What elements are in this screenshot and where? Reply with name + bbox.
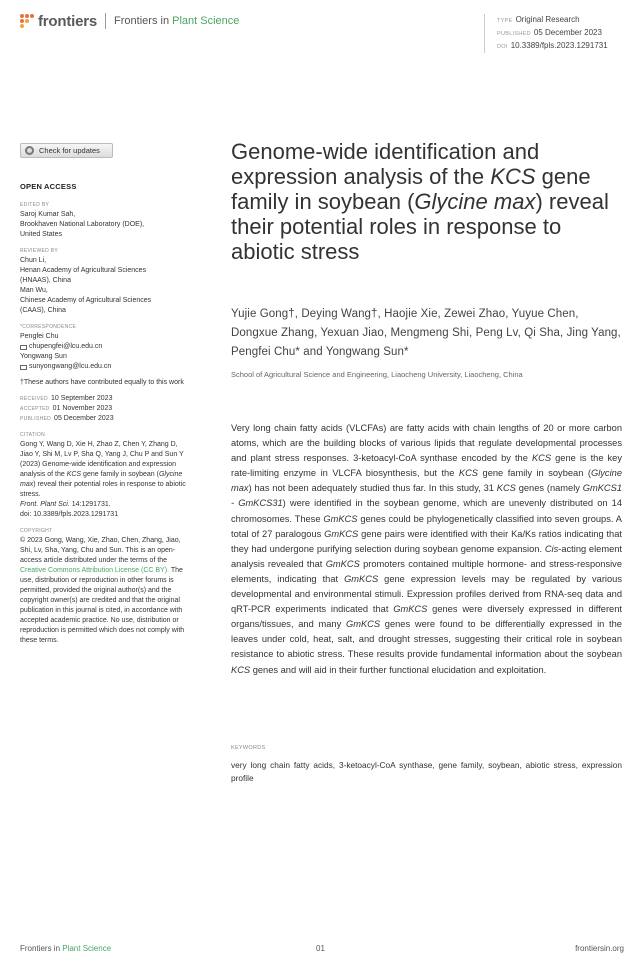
header-divider	[105, 13, 106, 29]
abstract-gene-term: GmKCS	[325, 558, 360, 569]
citation-text: gene family in soybean (	[81, 471, 159, 478]
copyright-label: COPYRIGHT	[20, 528, 53, 534]
article-title	[231, 139, 626, 264]
abstract-text: gene pairs were identified with their Ka/Ks ratios indicating that they had undergone purifying selection during soybean genome expansion.	[231, 528, 622, 554]
abstract-text: promoters contained multiple hormone- and stress-responsive elements, indicating that	[231, 558, 622, 584]
footer-journal	[20, 944, 111, 953]
abstract-gene-term: GmKCS	[323, 513, 358, 524]
abstract-text: gene family in soybean (	[478, 468, 591, 479]
email-row	[20, 362, 192, 372]
abstract-gene-term: KCS	[531, 453, 552, 464]
footer-journal-name: Plant Science	[62, 944, 112, 953]
envelope-icon	[20, 345, 27, 350]
refresh-icon	[25, 146, 34, 155]
abstract-text: genes were found to be differentially expressed in the leaves under cold, heat, salt, and drought stresses, suggesting their critical role in soybean resistance to abiotic stress. These results provide fundamental information about the soybean	[231, 619, 622, 660]
frontiers-logo-icon	[20, 14, 34, 28]
abstract-text: genes could be phylogenetically classified into seven groups. A total of 27 paralogous	[231, 513, 622, 539]
abstract-text: gene expression levels may be regulated by various developmental and environmental stimuli. Expression profiles derived from RNA-seq data and qRT-PCR experiments indicated that	[231, 573, 622, 615]
envelope-icon	[20, 365, 27, 370]
abstract-gene-term: KCS	[458, 468, 479, 479]
abstract-text: gene is the key rate-limiting enzyme in VLCFA biosynthesis, but the	[231, 453, 622, 479]
title-part: ) reveal their potential roles in response to abiotic stress	[231, 189, 609, 264]
reviewed-by-label: REVIEWED BY	[20, 248, 59, 254]
copyright-part: © 2023 Gong, Wang, Xie, Zhao, Chen, Zhang, Jiao, Shi, Lv, Sha, Yang, Chu and Sun. This is an open-access article distributed under the terms of the	[20, 537, 181, 564]
keywords: very long chain fatty acids, 3-ketoacyl-CoA synthase, gene family, soybean, abiotic stress, expression profile	[231, 760, 622, 783]
citation-species: Glycine max	[20, 471, 183, 488]
editor-line: United States	[20, 231, 63, 238]
reviewer-line: Man Wu,	[20, 287, 48, 294]
doi[interactable]: 10.3389/fpls.2023.1291731	[510, 41, 608, 50]
keywords-label: KEYWORDS	[231, 745, 266, 751]
abstract	[231, 421, 622, 678]
abstract-gene-term: KCS	[231, 664, 251, 675]
abstract-text: ) were identified in the soybean genome, which are unevenly distributed on 14 chromosomes. These	[231, 498, 622, 524]
published-date: 05 December 2023	[533, 28, 602, 37]
published-label: PUBLISHED	[497, 31, 531, 37]
license-link[interactable]: Creative Commons Attribution License (CC BY).	[20, 567, 169, 574]
journal-prefix: Frontiers in	[114, 15, 173, 27]
journal-name: Plant Science	[172, 15, 240, 27]
sidebar	[20, 182, 192, 646]
email-link[interactable]: chupengfei@lcu.edu.cn	[29, 343, 103, 350]
reviewer-line: Chinese Academy of Agricultural Sciences	[20, 297, 152, 304]
page-number: 01	[316, 944, 325, 953]
open-access: OPEN ACCESS	[20, 182, 77, 191]
author-list: Yujie Gong†, Deying Wang†, Haojie Xie, Zewei Zhao, Yuyue Chen, Dongxue Zhang, Yexuan Jiao, Mengmeng Shi, Peng Lv, Qi Sha, Jing Yang, Pengfei Chu* and Yongwang Sun*	[231, 308, 621, 358]
reviewer-line: Chun Li,	[20, 257, 47, 264]
editor-line: Brookhaven National Laboratory (DOE),	[20, 221, 145, 228]
received-label: RECEIVED	[20, 396, 48, 402]
reviewer-line: (HNAAS), China	[20, 277, 71, 284]
citation	[20, 440, 192, 500]
affiliation: School of Agricultural Science and Engineering, Liaocheng University, Liaocheng, China	[231, 370, 523, 379]
journal-title	[114, 15, 239, 27]
abstract-gene-term: GmKCS1 - GmKCS31	[231, 483, 622, 509]
reviewer-line: Henan Academy of Agricultural Sciences	[20, 267, 147, 274]
email-row	[20, 342, 192, 352]
abstract-text: Very long chain fatty acids (VLCFAs) are fatty acids with chain lengths of 20 or more carbon atoms, which are the building blocks of various lipids that regulate developmental processes and plant stress responses. 3-ketoacyl-CoA synthase encoded by the	[231, 423, 622, 464]
accepted-date: 01 November 2023	[52, 405, 113, 412]
footer-site-link[interactable]: frontiersin.org	[575, 944, 624, 953]
edited-by-label: EDITED BY	[20, 202, 50, 208]
citation-source	[20, 500, 192, 510]
copyright-part: The use, distribution or reproduction in other forums is permitted, provided the original author(s) and the copyright owner(s) are credited and that the original publication in this journal is cited, in accordance with accepted academic practice. No use, distribution or reproduction is permitted which does not comply with these terms.	[20, 567, 185, 644]
abstract-gene-term: Glycine max	[231, 468, 622, 494]
title-species: Glycine max	[414, 189, 536, 214]
brand-name: frontiers	[38, 12, 98, 30]
correspondent-name: Yongwang Sun	[20, 353, 67, 360]
citation-text: ) reveal their potential roles in response to abiotic stress.	[20, 481, 186, 498]
abstract-gene-term: GmKCS	[345, 619, 381, 630]
correspondence-label: *CORRESPONDENCE	[20, 324, 77, 330]
abstract-text: genes and will aid in their further functional elucidation and exploitation.	[250, 664, 547, 675]
copyright-text	[20, 536, 192, 646]
abstract-text: genes (namely	[515, 483, 583, 494]
abstract-gene-term: KCS	[496, 483, 516, 494]
citation-gene: KCS	[66, 471, 82, 478]
abstract-gene-term: GmKCS	[344, 573, 379, 584]
citation-label: CITATION	[20, 432, 45, 438]
check-updates-label: Check for updates	[39, 146, 100, 155]
title-part: gene family in soybean (	[231, 164, 591, 214]
reviewer-line: (CAAS), China	[20, 307, 66, 314]
check-updates-button[interactable]	[20, 143, 113, 158]
article-type: Original Research	[515, 15, 580, 24]
abstract-text: genes were diversely expressed in different organs/tissues, and many	[231, 604, 622, 630]
equal-contribution-note: †These authors have contributed equally to this work	[20, 379, 184, 386]
published-date-side: 05 December 2023	[54, 415, 114, 422]
citation-doi[interactable]: doi: 10.3389/fpls.2023.1291731	[20, 511, 119, 518]
citation-text: Gong Y, Wang D, Xie H, Zhao Z, Chen Y, Zhang D, Jiao Y, Shi M, Lv P, Sha Q, Yang J, Chu P and Sun Y (2023) Genome-wide identification and expression analysis of the	[20, 441, 184, 478]
journal-header	[20, 10, 239, 32]
correspondent-name: Pengfei Chu	[20, 333, 59, 340]
doi-label: DOI	[497, 44, 508, 50]
abstract-text: ) has not been adequately studied thus far. In this study, 31	[248, 483, 497, 494]
title-part: Genome-wide identification and expression analysis of the	[231, 139, 540, 189]
dates	[20, 394, 192, 424]
article-meta	[484, 14, 608, 53]
abstract-gene-term: Cis	[544, 543, 559, 554]
title-gene: KCS	[490, 164, 536, 189]
received-date: 10 September 2023	[50, 395, 113, 402]
email-link[interactable]: sunyongwang@lcu.edu.cn	[29, 363, 112, 370]
citation-volume: 14:1291731.	[69, 501, 111, 508]
published-label-side: PUBLISHED	[20, 416, 52, 422]
footer-journal-prefix: Frontiers in	[20, 944, 63, 953]
type-label: TYPE	[497, 18, 513, 24]
abstract-gene-term: GmKCS	[393, 604, 428, 615]
accepted-label: ACCEPTED	[20, 406, 50, 412]
citation-journal: Front. Plant Sci.	[20, 501, 70, 508]
editor-line: Saroj Kumar Sah,	[20, 211, 76, 218]
abstract-text: -acting element analysis revealed that	[231, 543, 622, 569]
abstract-gene-term: GmKCS	[324, 528, 359, 539]
